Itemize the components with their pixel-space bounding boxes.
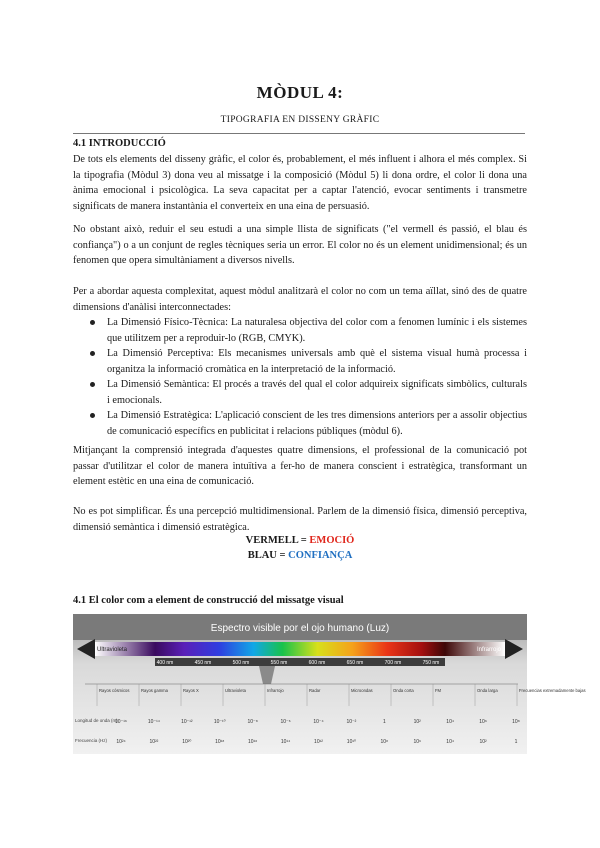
header-divider (73, 133, 525, 134)
ir-label: Infrarrojo (476, 647, 501, 653)
wavelength-value: 1 (382, 719, 386, 725)
nm-label: 600 nm (308, 660, 326, 666)
band-label: FM (435, 688, 442, 693)
wavelength-value: 10⁻¹⁰ (213, 719, 226, 725)
frequency-value: 1 (514, 739, 518, 745)
frequency-value: 10¹² (314, 739, 323, 745)
equation-label: BLAU = (247, 550, 289, 561)
frequency-row-label: Frecuencia (Hz) (75, 738, 108, 743)
figure-title: Espectro visible por el ojo humano (Luz) (210, 623, 390, 634)
band-label: Ultravioleta (225, 688, 246, 693)
frequency-value: 10²⁰ (182, 739, 192, 745)
wavelength-value: 10⁻¹⁴ (147, 719, 160, 725)
module-subtitle: TIPOGRAFIA EN DISSENY GRÀFIC (220, 115, 380, 125)
frequency-value: 10¹⁸ (215, 739, 225, 745)
wavelength-value: 10⁻¹² (181, 719, 193, 725)
bullet-icon (90, 382, 95, 387)
band-label: Rayos gamma (141, 688, 168, 693)
bullet-icon (90, 413, 95, 418)
nm-label: 700 nm (384, 660, 402, 666)
bullet-icon (90, 351, 95, 356)
wavelength-value: 10⁶ (479, 719, 487, 725)
wavelength-value: 10⁻¹⁶ (115, 719, 127, 725)
paragraph-3: Per a abordar aquesta complexitat, aquest mòdul analitzarà el color no com un tema aïllat, sinó des de quatre dimensions d'anàlisi interconnectades: (73, 286, 527, 313)
band-label: Onda corta (393, 688, 414, 693)
nm-label: 400 nm (156, 660, 174, 666)
band-label: Rayos X (183, 688, 199, 693)
equation-vermell (0, 535, 600, 546)
band-label: Frecuencias extremadamente bajas (519, 688, 586, 693)
frequency-value: 10⁶ (413, 739, 422, 745)
uv-label: Ultravioleta (97, 647, 128, 653)
section-heading-introduccio: 4.1 INTRODUCCIÓ (73, 138, 166, 149)
frequency-value: 10²² (149, 739, 159, 745)
nm-label: 550 nm (270, 660, 288, 666)
electromagnetic-spectrum-figure (73, 614, 586, 754)
band-label: Radar (309, 688, 321, 693)
wavelength-value: 10⁴ (446, 719, 455, 725)
wavelength-value: 10⁻⁸ (247, 719, 258, 725)
equation-value-emocio: EMOCIÓ (309, 535, 355, 546)
frequency-value: 10¹⁴ (280, 739, 291, 745)
dimensions-list (73, 315, 527, 439)
wavelength-value: 10⁸ (512, 719, 520, 725)
frequency-value: 10⁴ (446, 739, 455, 745)
nm-label: 750 nm (422, 660, 440, 666)
wavelength-value: 10⁻⁶ (280, 719, 291, 725)
paragraph-1: De tots els elements del disseny gràfic, el color és, probablement, el més influent i alhora el més complex. Si la tipografia (Mòdul 3) dona veu al missatge i la composició (Mòdul 5) li dona ordre, el color li dona una ànima emocional i psicològica. La seva capacitat per a captar l'atenció, evocar sentiments i transmetre significats de manera instantània el converteix en una eina de persuasió. (73, 154, 527, 212)
wavelength-value: 10⁻² (346, 719, 357, 725)
list-item: La Dimensió Perceptiva: Els mecanismes universals amb què el sistema visual humà processa i organitza la informació cromàtica en la interpretació de la informació. (73, 346, 527, 377)
frequency-value: 10²⁴ (116, 739, 126, 745)
wavelength-row-label: Longitud de onda (m) (75, 718, 118, 723)
wavelength-value: 10² (413, 719, 421, 725)
paragraph-5: No es pot simplificar. És una percepció multidimensional. Parlem de la dimensió física, dimensió perceptiva, dimensió semàntica i dimensió estratègica. (73, 506, 527, 533)
band-label: Microondas (351, 688, 373, 693)
band-label: Rayos cósmicos (99, 688, 130, 693)
equation-value-confianca: CONFIANÇA (288, 550, 353, 561)
equation-blau (0, 550, 600, 561)
frequency-value: 10² (479, 739, 487, 745)
band-label: Infrarrojo (267, 688, 284, 693)
frequency-value: 10¹⁶ (248, 739, 258, 745)
nm-label: 650 nm (346, 660, 364, 666)
wavelength-value: 10⁻⁴ (313, 719, 324, 725)
section-heading-color-element: 4.1 El color com a element de construcció del missatge visual (73, 595, 344, 606)
paragraph-4: Mitjançant la comprensió integrada d'aquestes quatre dimensions, el professional de la comunicació pot passar d'utilitzar el color de manera intuïtiva a fer-ho de manera conscient i estratègica, transformant un element estètic en una eina de comunicació. (73, 445, 527, 487)
paragraph-2: No obstant això, reduir el seu estudi a una simple llista de significats ("el vermell és passió, el blau és confiança") o a un conjunt de regles tècniques seria un error. El color no és un element unidimensional; és un fenomen que opera simultàniament a diversos nivells. (73, 224, 527, 266)
bullet-icon (90, 320, 95, 325)
list-item: La Dimensió Físico-Tècnica: La naturalesa objectiva del color com a fenomen lumínic i els sistemes que utilitzem per a reproduir-lo (RGB, CMYK). (73, 315, 527, 346)
module-title: MÒDUL 4: (256, 83, 344, 102)
frequency-value: 10⁸ (380, 739, 389, 745)
frequency-value: 10¹⁰ (346, 739, 357, 745)
visible-spectrum-bar (155, 642, 445, 656)
band-label: Onda larga (477, 688, 498, 693)
list-item: La Dimensió Estratègica: L'aplicació conscient de les tres dimensions anteriors per a assolir objectius de comunicació específics en publicitat i relacions públiques (mòdul 6). (73, 408, 527, 439)
equation-label: VERMELL = (245, 535, 310, 546)
list-item: La Dimensió Semàntica: El procés a través del qual el color adquireix significats simbòlics, culturals i emocionals. (73, 377, 527, 408)
nm-label: 450 nm (194, 660, 212, 666)
nm-label: 500 nm (232, 660, 250, 666)
